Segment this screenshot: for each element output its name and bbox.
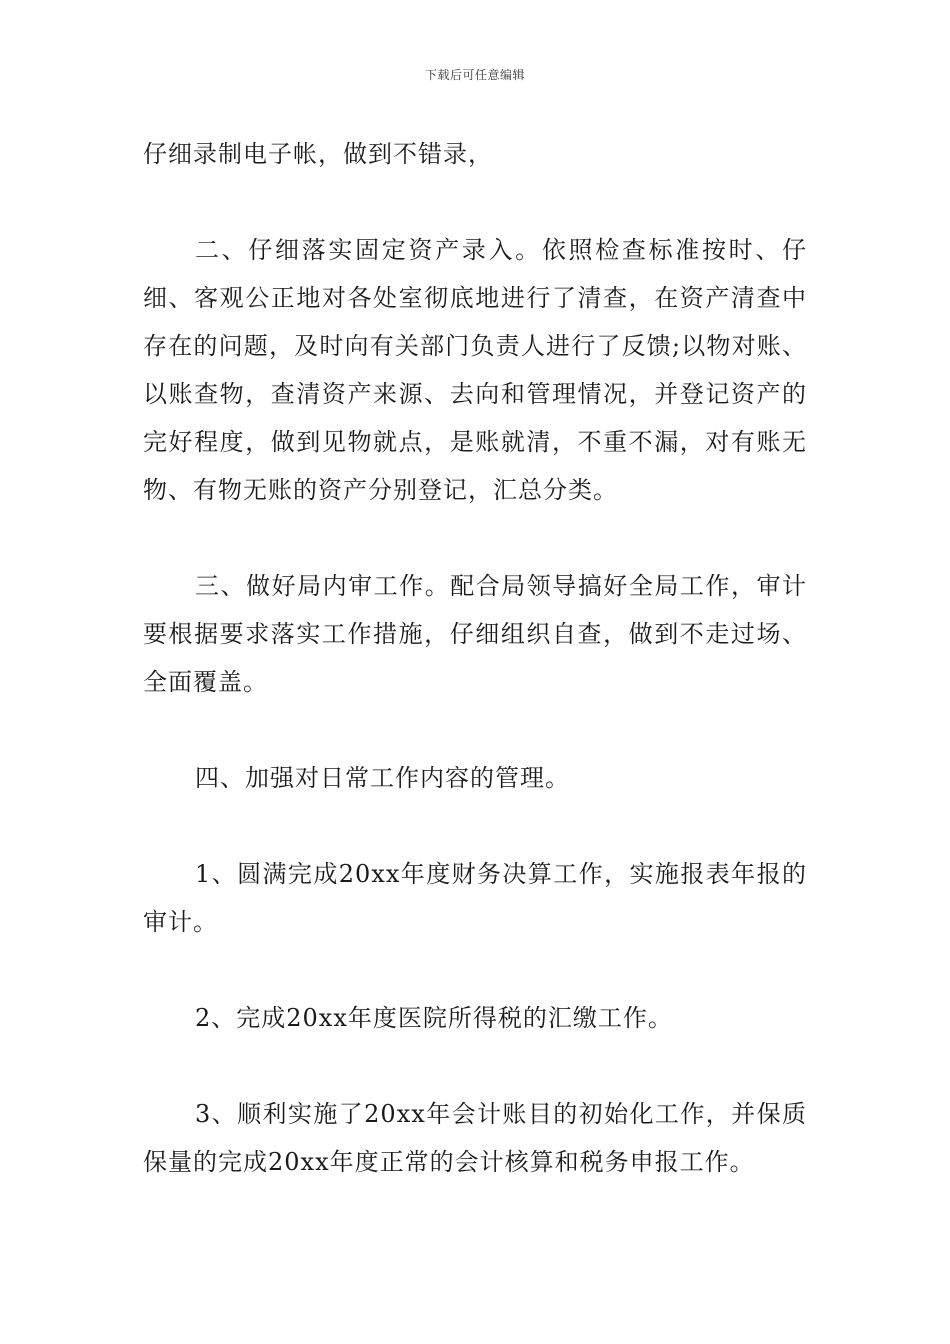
paragraph-gap	[143, 1042, 807, 1090]
paragraph-item-2: 2、完成20xx年度医院所得税的汇缴工作。	[195, 1004, 673, 1032]
paragraph-item-1: 1、圆满完成20xx年度财务决算工作，实施报表年报的审计。	[143, 860, 807, 936]
paragraph-section-3: 三、做好局内审工作。配合局领导搞好全局工作，审计要根据要求落实工作措施，仔细组织自查，做到不走过场、全面覆盖。	[143, 572, 807, 696]
paragraph-section-2: 二、仔细落实固定资产录入。依照检查标准按时、仔细、客观公正地对各处室彻底地进行了清查，在资产清查中存在的问题，及时向有关部门负责人进行了反馈;以物对账、以账查物，查清资产来源、去向和管理情况，并登记资产的完好程度，做到见物就点，是账就清，不重不漏，对有账无物、有物无账的资产分别登记，汇总分类。	[143, 236, 807, 504]
paragraph-continuation: 仔细录制电子帐，做到不错录，	[143, 140, 493, 168]
document-body	[143, 130, 807, 1186]
paragraph-gap	[143, 802, 807, 850]
paragraph-gap	[143, 946, 807, 994]
page-header-note: 下载后可任意编辑	[424, 68, 525, 82]
paragraph-item-3: 3、顺利实施了20xx年会计账目的初始化工作，并保质保量的完成20xx年度正常的会计核算和税务申报工作。	[143, 1100, 807, 1176]
paragraph-gap	[143, 706, 807, 754]
paragraph-gap	[143, 178, 807, 226]
paragraph-section-4: 四、加强对日常工作内容的管理。	[195, 764, 570, 792]
paragraph-gap	[143, 514, 807, 562]
